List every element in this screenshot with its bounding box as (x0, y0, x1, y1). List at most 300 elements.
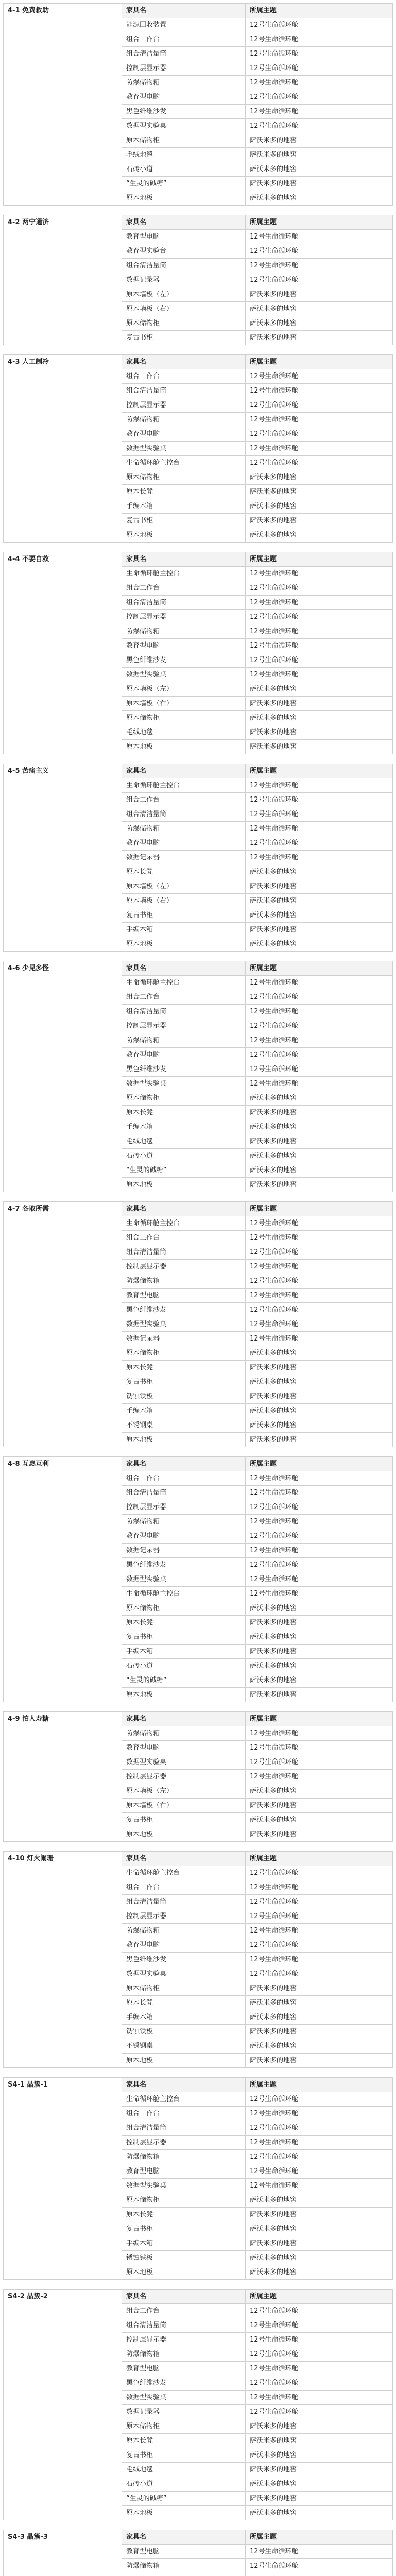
furniture-theme: 12号生命循环舱 (246, 413, 393, 427)
furniture-name: 教育型电脑 (122, 1741, 246, 1755)
furniture-theme: 12号生命循环舱 (246, 1515, 393, 1529)
furniture-name: 组合工作台 (122, 1471, 246, 1486)
section-label: 4-7 各取所需 (4, 1202, 122, 1447)
furniture-theme: 萨沃米多的地窖 (246, 1827, 393, 1842)
furniture-name: 组合清洁量筒 (122, 1005, 246, 1019)
furniture-theme: 12号生命循环舱 (246, 427, 393, 442)
furniture-name: 复古书柜 (122, 2222, 246, 2236)
furniture-theme: 萨沃米多的地窖 (246, 133, 393, 148)
furniture-theme: 12号生命循环舱 (246, 442, 393, 456)
furniture-theme: 12号生命循环舱 (246, 624, 393, 639)
furniture-theme: 12号生命循环舱 (246, 398, 393, 413)
furniture-name: 手编木箱 (122, 2236, 246, 2251)
furniture-theme: 12号生命循环舱 (246, 1077, 393, 1091)
column-header-name: 家具名 (122, 2078, 246, 2092)
furniture-name: 原木墙板（右） (122, 302, 246, 316)
furniture-theme: 萨沃米多的地窖 (246, 1784, 393, 1799)
furniture-table (3, 961, 393, 1192)
furniture-theme: 萨沃米多的地窖 (246, 2477, 393, 2492)
section-label: 4-1 免费救助 (4, 4, 122, 206)
furniture-name: “生灵的碱糖” (122, 1673, 246, 1688)
column-header-theme: 所属主题 (246, 355, 393, 369)
furniture-theme: 萨沃米多的地窖 (246, 879, 393, 894)
furniture-theme: 萨沃米多的地窖 (246, 148, 393, 162)
furniture-name: 生命循环舱主控台 (122, 1216, 246, 1231)
furniture-theme: 12号生命循环舱 (246, 1909, 393, 1924)
column-header-name: 家具名 (122, 215, 246, 230)
furniture-name: 生命循环舱主控台 (122, 456, 246, 470)
furniture-table (3, 3, 393, 206)
furniture-table (3, 354, 393, 543)
section-label: 4-3 人工制冷 (4, 355, 122, 543)
furniture-name: 防爆储物箱 (122, 76, 246, 90)
column-header-theme: 所属主题 (246, 1457, 393, 1471)
furniture-name: 教育型电脑 (122, 836, 246, 851)
furniture-name: 原木长凳 (122, 2208, 246, 2222)
furniture-name: 毛绒地毯 (122, 1134, 246, 1149)
furniture-name: 黑色纤维沙发 (122, 1953, 246, 1967)
furniture-name: 教育型电脑 (122, 1529, 246, 1544)
furniture-theme: 萨沃米多的地窖 (246, 2463, 393, 2477)
furniture-name: 生命循环舱主控台 (122, 1866, 246, 1880)
furniture-name: 原木地板 (122, 740, 246, 754)
furniture-name: 复古书柜 (122, 1630, 246, 1645)
furniture-theme: 萨沃米多的地窖 (246, 2039, 393, 2054)
column-header-name: 家具名 (122, 1457, 246, 1471)
section-label: 4-4 不要自救 (4, 552, 122, 754)
furniture-theme: 12号生命循环舱 (246, 1558, 393, 1572)
furniture-table (3, 1456, 393, 1702)
furniture-theme: 12号生命循环舱 (246, 230, 393, 244)
furniture-name: 原木地板 (122, 1178, 246, 1192)
furniture-table (3, 552, 393, 754)
furniture-name: 原木地板 (122, 2506, 246, 2520)
furniture-theme: 12号生命循环舱 (246, 1726, 393, 1741)
section-label: 4-2 两宁通济 (4, 215, 122, 345)
furniture-name: 复古书柜 (122, 331, 246, 345)
furniture-theme: 萨沃米多的地窖 (246, 1404, 393, 1418)
furniture-name: 组合工作台 (122, 32, 246, 47)
furniture-name: 数据型实验桌 (122, 668, 246, 682)
furniture-theme: 萨沃米多的地窖 (246, 2492, 393, 2506)
furniture-table (3, 764, 393, 952)
furniture-name: 数据记录器 (122, 1332, 246, 1346)
furniture-theme: 萨沃米多的地窖 (246, 1981, 393, 1996)
column-header-theme: 所属主题 (246, 961, 393, 976)
furniture-name: 组合工作台 (122, 2304, 246, 2318)
furniture-theme: 12号生命循环舱 (246, 1544, 393, 1558)
furniture-name: 数据型实验桌 (122, 119, 246, 133)
furniture-name: 原木墙板（右） (122, 1799, 246, 1813)
furniture-theme: 12号生命循环舱 (246, 1938, 393, 1953)
furniture-theme: 萨沃米多的地窖 (246, 162, 393, 177)
furniture-theme: 12号生命循环舱 (246, 581, 393, 596)
furniture-theme: 12号生命循环舱 (246, 2304, 393, 2318)
furniture-theme: 12号生命循环舱 (246, 807, 393, 822)
furniture-theme: 12号生命循环舱 (246, 1231, 393, 1245)
furniture-name: 原木长凳 (122, 1361, 246, 1375)
furniture-name: 手编木箱 (122, 2010, 246, 2025)
furniture-theme: 萨沃米多的地窖 (246, 191, 393, 206)
furniture-theme: 12号生命循环舱 (246, 2136, 393, 2150)
furniture-name: 教育型电脑 (122, 1289, 246, 1303)
furniture-theme: 萨沃米多的地窖 (246, 2208, 393, 2222)
furniture-name: 控制层显示器 (122, 2136, 246, 2150)
furniture-theme (246, 2573, 393, 2576)
furniture-name: 原木储物柜 (122, 133, 246, 148)
furniture-theme: 12号生命循环舱 (246, 76, 393, 90)
furniture-name: 教育型电脑 (122, 1938, 246, 1953)
section-label: 4-5 苦痛主义 (4, 764, 122, 952)
furniture-theme: 12号生命循环舱 (246, 244, 393, 259)
furniture-name: “生灵的碱糖” (122, 1163, 246, 1178)
furniture-theme: 萨沃米多的地窖 (246, 1120, 393, 1134)
furniture-name: 手编木箱 (122, 499, 246, 514)
furniture-theme: 萨沃米多的地窖 (246, 2434, 393, 2448)
furniture-theme: 12号生命循环舱 (246, 1048, 393, 1062)
furniture-theme: 萨沃米多的地窖 (246, 1091, 393, 1106)
furniture-theme: 12号生命循环舱 (246, 1245, 393, 1260)
furniture-name: 原木长凳 (122, 2434, 246, 2448)
furniture-name: 原木长凳 (122, 1106, 246, 1120)
furniture-theme: 萨沃米多的地窖 (246, 1375, 393, 1389)
furniture-theme: 12号生命循环舱 (246, 1062, 393, 1077)
furniture-name: 黑色纤维沙发 (122, 2376, 246, 2391)
section-label: 4-9 怕人寿糖 (4, 1712, 122, 1842)
furniture-theme: 12号生命循环舱 (246, 1317, 393, 1332)
furniture-name: 手编木箱 (122, 1120, 246, 1134)
furniture-name: 教育型实验台 (122, 244, 246, 259)
furniture-name: 原木地板 (122, 528, 246, 543)
furniture-name: 生命循环舱主控台 (122, 2092, 246, 2107)
furniture-name: 原木储物柜 (122, 1601, 246, 1616)
furniture-theme: 12号生命循环舱 (246, 1471, 393, 1486)
furniture-table (3, 2077, 393, 2280)
furniture-name: 石砖小道 (122, 1659, 246, 1673)
furniture-theme: 萨沃米多的地窖 (246, 2025, 393, 2039)
column-header-name: 家具名 (122, 4, 246, 18)
furniture-theme: 12号生命循环舱 (246, 2559, 393, 2573)
furniture-theme: 萨沃米多的地窖 (246, 485, 393, 499)
furniture-name: 组合清洁量筒 (122, 1245, 246, 1260)
furniture-name: 防爆储物箱 (122, 413, 246, 427)
furniture-name: 原木储物柜 (122, 711, 246, 725)
section-label: S4-1 晶簇-1 (4, 2078, 122, 2280)
furniture-name: 原木墙板（右） (122, 697, 246, 711)
furniture-name: 防爆储物箱 (122, 822, 246, 836)
furniture-theme: 12号生命循环舱 (246, 1895, 393, 1909)
furniture-theme: 12号生命循环舱 (246, 976, 393, 990)
furniture-theme: 12号生命循环舱 (246, 1019, 393, 1033)
furniture-theme: 萨沃米多的地窖 (246, 923, 393, 937)
furniture-name: 锈蚀铁板 (122, 2251, 246, 2265)
furniture-name: 黑色纤维沙发 (122, 1303, 246, 1317)
furniture-theme: 12号生命循环舱 (246, 2362, 393, 2376)
furniture-theme: 萨沃米多的地窖 (246, 1799, 393, 1813)
furniture-name: 组合工作台 (122, 793, 246, 807)
furniture-theme: 12号生命循环舱 (246, 2092, 393, 2107)
furniture-table (3, 1711, 393, 1842)
furniture-name: 毛绒地毯 (122, 2463, 246, 2477)
furniture-theme: 12号生命循环舱 (246, 18, 393, 32)
furniture-theme: 萨沃米多的地窖 (246, 1645, 393, 1659)
furniture-name: 防爆储物箱 (122, 1033, 246, 1048)
furniture-theme: 萨沃米多的地窖 (246, 1601, 393, 1616)
furniture-name: 控制层显示器 (122, 1500, 246, 1515)
furniture-name: 生命循环舱主控台 (122, 778, 246, 793)
furniture-theme: 萨沃米多的地窖 (246, 1433, 393, 1447)
furniture-theme: 萨沃米多的地窖 (246, 302, 393, 316)
furniture-name: 原木长凳 (122, 1616, 246, 1630)
furniture-theme: 12号生命循环舱 (246, 567, 393, 581)
furniture-theme: 萨沃米多的地窖 (246, 1361, 393, 1375)
furniture-theme: 萨沃米多的地窖 (246, 499, 393, 514)
furniture-name: 手编木箱 (122, 1404, 246, 1418)
furniture-name: 数据型实验桌 (122, 1572, 246, 1587)
furniture-name: 原木地板 (122, 937, 246, 952)
furniture-name: 复古书柜 (122, 514, 246, 528)
furniture-name: 锈蚀铁板 (122, 1389, 246, 1404)
furniture-theme: 12号生命循环舱 (246, 1953, 393, 1967)
furniture-name: 教育型电脑 (122, 90, 246, 105)
furniture-theme: 12号生命循环舱 (246, 2545, 393, 2559)
furniture-name: 防爆储物箱 (122, 2150, 246, 2164)
furniture-theme: 12号生命循环舱 (246, 2376, 393, 2391)
furniture-name: 控制层显示器 (122, 398, 246, 413)
furniture-theme: 12号生命循环舱 (246, 1924, 393, 1938)
furniture-theme: 12号生命循环舱 (246, 1332, 393, 1346)
furniture-name: 教育型电脑 (122, 2362, 246, 2376)
furniture-name: 原木地板 (122, 1827, 246, 1842)
furniture-name: “生灵的碱糖” (122, 177, 246, 191)
section-label: S4-3 晶簇-3 (4, 2530, 122, 2576)
furniture-name: 控制层显示器 (122, 1770, 246, 1784)
furniture-name: 原木墙板（左） (122, 1784, 246, 1799)
furniture-name: 不锈钢桌 (122, 1418, 246, 1433)
furniture-theme: 12号生命循环舱 (246, 1260, 393, 1274)
furniture-name: 组合清洁量筒 (122, 259, 246, 273)
furniture-theme: 12号生命循环舱 (246, 2179, 393, 2193)
furniture-table (3, 2289, 393, 2520)
furniture-name: 控制层显示器 (122, 61, 246, 76)
furniture-theme: 萨沃米多的地窖 (246, 1688, 393, 1702)
furniture-theme: 萨沃米多的地窖 (246, 1616, 393, 1630)
furniture-name: 教育型电脑 (122, 1048, 246, 1062)
furniture-name: 组合清洁量筒 (122, 2318, 246, 2333)
furniture-name: 不锈钢桌 (122, 2039, 246, 2054)
furniture-theme: 萨沃米多的地窖 (246, 2448, 393, 2463)
furniture-theme: 12号生命循环舱 (246, 61, 393, 76)
furniture-theme: 萨沃米多的地窖 (246, 937, 393, 952)
furniture-theme: 萨沃米多的地窖 (246, 682, 393, 697)
furniture-theme: 萨沃米多的地窖 (246, 725, 393, 740)
furniture-name: 组合工作台 (122, 1231, 246, 1245)
furniture-theme: 12号生命循环舱 (246, 90, 393, 105)
furniture-name: 原木储物柜 (122, 1346, 246, 1361)
furniture-theme: 萨沃米多的地窖 (246, 470, 393, 485)
furniture-theme: 萨沃米多的地窖 (246, 2419, 393, 2434)
furniture-theme: 12号生命循环舱 (246, 1755, 393, 1770)
furniture-theme: 12号生命循环舱 (246, 2107, 393, 2121)
furniture-theme: 12号生命循环舱 (246, 119, 393, 133)
furniture-theme: 12号生命循环舱 (246, 2405, 393, 2419)
furniture-theme: 12号生命循环舱 (246, 2347, 393, 2362)
furniture-name: 组合清洁量筒 (122, 2121, 246, 2136)
furniture-name: 教育型电脑 (122, 230, 246, 244)
furniture-theme: 12号生命循环舱 (246, 1303, 393, 1317)
furniture-theme: 12号生命循环舱 (246, 2333, 393, 2347)
furniture-table (3, 215, 393, 345)
furniture-theme: 12号生命循环舱 (246, 596, 393, 610)
furniture-name: 组合清洁量筒 (122, 384, 246, 398)
furniture-theme: 12号生命循环舱 (246, 1741, 393, 1755)
column-header-theme: 所属主题 (246, 552, 393, 567)
column-header-name: 家具名 (122, 764, 246, 778)
furniture-name: 手编木箱 (122, 923, 246, 937)
furniture-name: 组合工作台 (122, 990, 246, 1005)
furniture-theme: 萨沃米多的地窖 (246, 697, 393, 711)
furniture-name: 防爆储物箱 (122, 2559, 246, 2573)
furniture-theme: 萨沃米多的地窖 (246, 1134, 393, 1149)
furniture-name: 教育型电脑 (122, 2164, 246, 2179)
furniture-name: 锈蚀铁板 (122, 2025, 246, 2039)
furniture-name: 数据记录器 (122, 2405, 246, 2419)
furniture-theme: 12号生命循环舱 (246, 2318, 393, 2333)
furniture-theme: 12号生命循环舱 (246, 1289, 393, 1303)
furniture-name: 防爆储物箱 (122, 2347, 246, 2362)
furniture-theme: 12号生命循环舱 (246, 668, 393, 682)
column-header-theme: 所属主题 (246, 764, 393, 778)
furniture-theme: 12号生命循环舱 (246, 1770, 393, 1784)
furniture-theme: 萨沃米多的地窖 (246, 528, 393, 543)
furniture-name: 原木储物柜 (122, 316, 246, 331)
furniture-theme: 12号生命循环舱 (246, 1587, 393, 1601)
furniture-name: 原木墙板（左） (122, 287, 246, 302)
furniture-name: 原木墙板（右） (122, 894, 246, 908)
furniture-theme: 萨沃米多的地窖 (246, 1659, 393, 1673)
furniture-name: 控制层显示器 (122, 1260, 246, 1274)
furniture-name: 防爆储物箱 (122, 1726, 246, 1741)
furniture-name: 组合清洁量筒 (122, 1895, 246, 1909)
furniture-name: 教育型电脑 (122, 639, 246, 653)
furniture-name: 防爆储物箱 (122, 1924, 246, 1938)
furniture-theme: 萨沃米多的地窖 (246, 2236, 393, 2251)
column-header-name: 家具名 (122, 2530, 246, 2545)
furniture-theme: 12号生命循环舱 (246, 1880, 393, 1895)
furniture-name: 生命循环舱主控台 (122, 1587, 246, 1601)
furniture-theme: 12号生命循环舱 (246, 1005, 393, 1019)
furniture-name: 防爆储物箱 (122, 1274, 246, 1289)
furniture-name: 黑色纤维沙发 (122, 1558, 246, 1572)
furniture-name: 原木长凳 (122, 1996, 246, 2010)
furniture-name: “生灵的碱糖” (122, 2492, 246, 2506)
section-label: 4-6 少见多怪 (4, 961, 122, 1192)
column-header-theme: 所属主题 (246, 4, 393, 18)
furniture-theme: 12号生命循环舱 (246, 105, 393, 119)
furniture-name: 生命循环舱主控台 (122, 567, 246, 581)
furniture-name: 组合工作台 (122, 581, 246, 596)
furniture-name: 石砖小道 (122, 1149, 246, 1163)
furniture-theme: 12号生命循环舱 (246, 851, 393, 865)
furniture-name (122, 2573, 246, 2576)
furniture-theme: 萨沃米多的地窖 (246, 1418, 393, 1433)
furniture-name: 原木地板 (122, 1688, 246, 1702)
column-header-theme: 所属主题 (246, 2530, 393, 2545)
furniture-name: 防爆储物箱 (122, 1515, 246, 1529)
furniture-name: 数据记录器 (122, 1544, 246, 1558)
furniture-theme: 12号生命循环舱 (246, 778, 393, 793)
column-header-theme: 所属主题 (246, 1712, 393, 1726)
furniture-name: 原木储物柜 (122, 470, 246, 485)
furniture-theme: 12号生命循环舱 (246, 2391, 393, 2405)
furniture-name: 教育型电脑 (122, 2545, 246, 2559)
column-header-theme: 所属主题 (246, 1852, 393, 1866)
furniture-name: 原木长凳 (122, 485, 246, 499)
furniture-name: 防爆储物箱 (122, 624, 246, 639)
furniture-theme: 12号生命循环舱 (246, 259, 393, 273)
furniture-name: 原木地板 (122, 2054, 246, 2068)
furniture-name: 原木墙板（左） (122, 682, 246, 697)
furniture-name: 数据型实验桌 (122, 442, 246, 456)
column-header-theme: 所属主题 (246, 1202, 393, 1216)
furniture-theme: 12号生命循环舱 (246, 639, 393, 653)
column-header-theme: 所属主题 (246, 215, 393, 230)
furniture-name: 数据记录器 (122, 273, 246, 287)
furniture-name: 控制层显示器 (122, 1909, 246, 1924)
furniture-name: 控制层显示器 (122, 610, 246, 624)
furniture-theme: 12号生命循环舱 (246, 384, 393, 398)
furniture-name: 组合清洁量筒 (122, 47, 246, 61)
furniture-theme: 萨沃米多的地窖 (246, 331, 393, 345)
furniture-name: 控制层显示器 (122, 1019, 246, 1033)
furniture-theme: 萨沃米多的地窖 (246, 1178, 393, 1192)
column-header-name: 家具名 (122, 1852, 246, 1866)
furniture-theme: 萨沃米多的地窖 (246, 1106, 393, 1120)
furniture-name: 组合工作台 (122, 369, 246, 384)
furniture-theme: 萨沃米多的地窖 (246, 1996, 393, 2010)
furniture-name: 毛绒地毯 (122, 725, 246, 740)
furniture-name: 数据型实验桌 (122, 1755, 246, 1770)
furniture-name: 组合工作台 (122, 2107, 246, 2121)
furniture-theme: 萨沃米多的地窖 (246, 908, 393, 923)
furniture-name: 组合清洁量筒 (122, 1486, 246, 1500)
furniture-name: 控制层显示器 (122, 2333, 246, 2347)
furniture-table (3, 1201, 393, 1447)
furniture-name: 组合清洁量筒 (122, 596, 246, 610)
furniture-theme: 萨沃米多的地窖 (246, 1673, 393, 1688)
furniture-theme: 萨沃米多的地窖 (246, 2193, 393, 2208)
furniture-theme: 萨沃米多的地窖 (246, 1389, 393, 1404)
furniture-theme: 萨沃米多的地窖 (246, 894, 393, 908)
furniture-name: 原木储物柜 (122, 2193, 246, 2208)
furniture-theme: 12号生命循环舱 (246, 1967, 393, 1981)
furniture-theme: 12号生命循环舱 (246, 1529, 393, 1544)
furniture-theme: 12号生命循环舱 (246, 2164, 393, 2179)
furniture-name: 黑色纤维沙发 (122, 1062, 246, 1077)
furniture-theme: 萨沃米多的地窖 (246, 287, 393, 302)
furniture-name: 教育型电脑 (122, 427, 246, 442)
furniture-theme: 12号生命循环舱 (246, 1033, 393, 1048)
furniture-theme: 萨沃米多的地窖 (246, 1149, 393, 1163)
furniture-theme: 萨沃米多的地窖 (246, 1346, 393, 1361)
furniture-theme: 12号生命循环舱 (246, 456, 393, 470)
furniture-theme: 萨沃米多的地窖 (246, 2010, 393, 2025)
furniture-theme: 萨沃米多的地窖 (246, 2054, 393, 2068)
furniture-theme: 萨沃米多的地窖 (246, 865, 393, 879)
furniture-name: 复古书柜 (122, 2448, 246, 2463)
furniture-theme: 萨沃米多的地窖 (246, 177, 393, 191)
furniture-theme: 萨沃米多的地窖 (246, 711, 393, 725)
